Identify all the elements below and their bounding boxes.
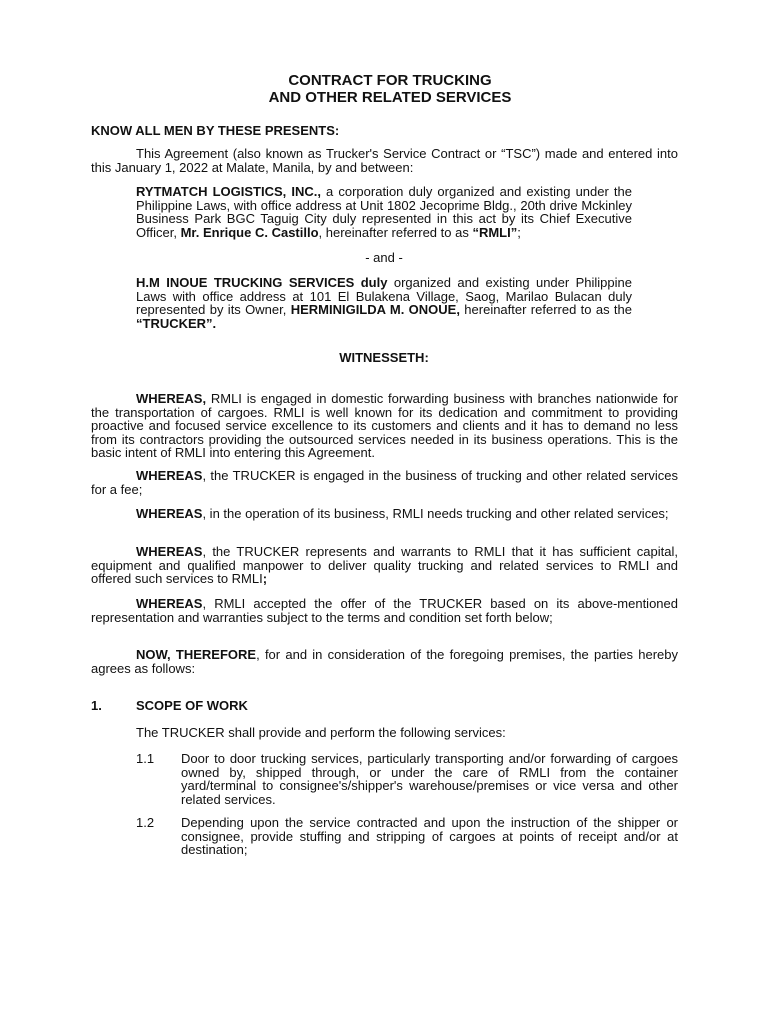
party-trucker: H.M INOUE TRUCKING SERVICES duly organized and existing under Philippine Laws with office address at 101 El Bulakena Village, Saog, Marilao Bulacan duly represented by its Owner, HERMINIGILDA M. ONOUE, hereinafter referred to as the “TRUCKER”. xyxy=(136,275,632,331)
whereas-clause: WHEREAS, RMLI is engaged in domestic forwarding business with branches nationwide for the transportation of cargoes. RMLI is well known for its dedication and commitment to providing proactive and focused service excellence to its customers and clients and it has to demand no less from its contractors providing the outsourced services needed in its business operations. This is the basic intent of RMLI into entering this Agreement. xyxy=(91,391,678,461)
title-line-2: AND OTHER RELATED SERVICES xyxy=(268,89,512,106)
whereas-clause: WHEREAS, in the operation of its business, RMLI needs trucking and other related services; xyxy=(136,506,669,521)
whereas-clause: WHEREAS, the TRUCKER represents and warrants to RMLI that it has sufficient capital, equipment and qualified manpower to deliver quality trucking and related services to RMLI and offered such services to RMLI; xyxy=(91,544,678,587)
section-1-number: 1. xyxy=(91,698,102,713)
and-separator: - and - xyxy=(365,250,403,265)
now-therefore-paragraph: NOW, THEREFORE, for and in consideration of the foregoing premises, the parties hereby agrees as follows: xyxy=(91,647,678,676)
item-number: 1.1 xyxy=(136,751,155,766)
item-number: 1.2 xyxy=(136,815,155,830)
title-line-1: CONTRACT FOR TRUCKING xyxy=(288,72,492,89)
whereas-clause: WHEREAS, the TRUCKER is engaged in the business of trucking and other related services for a fee; xyxy=(91,468,678,497)
scope-item-text: Door to door trucking services, particularly transporting and/or forwarding of cargoes owned by, shipped through, or under the care of RMLI from the container yard/terminal to consignee's/shipper's warehouse/premises or vice versa and other related services. xyxy=(181,751,678,807)
opening-heading: KNOW ALL MEN BY THESE PRESENTS: xyxy=(91,123,340,138)
party-rmli: RYTMATCH LOGISTICS, INC., a corporation duly organized and existing under the Philippine Laws, with office address at Unit 1802 Jecoprime Bldg., 20th drive Mckinley Business Park BGC Taguig City duly represented in this act by its Chief Executive Officer, Mr. Enrique C. Castillo, hereinafter referred to as “RMLI”; xyxy=(136,184,632,240)
witnesseth-heading: WITNESSETH: xyxy=(339,350,429,365)
whereas-clause: WHEREAS, RMLI accepted the offer of the TRUCKER based on its above-mentioned representation and warranties subject to the terms and condition set forth below; xyxy=(91,596,678,625)
scope-item-text: Depending upon the service contracted and upon the instruction of the shipper or consignee, provide stuffing and stripping of cargoes at points of receipt and/or at destination; xyxy=(181,815,678,858)
section-1-title: SCOPE OF WORK xyxy=(136,698,248,713)
intro-paragraph: This Agreement (also known as Trucker's Service Contract or “TSC”) made and entered into this January 1, 2022 at Malate, Manila, by and between: xyxy=(91,146,678,175)
section-1-intro: The TRUCKER shall provide and perform the following services: xyxy=(136,725,506,740)
